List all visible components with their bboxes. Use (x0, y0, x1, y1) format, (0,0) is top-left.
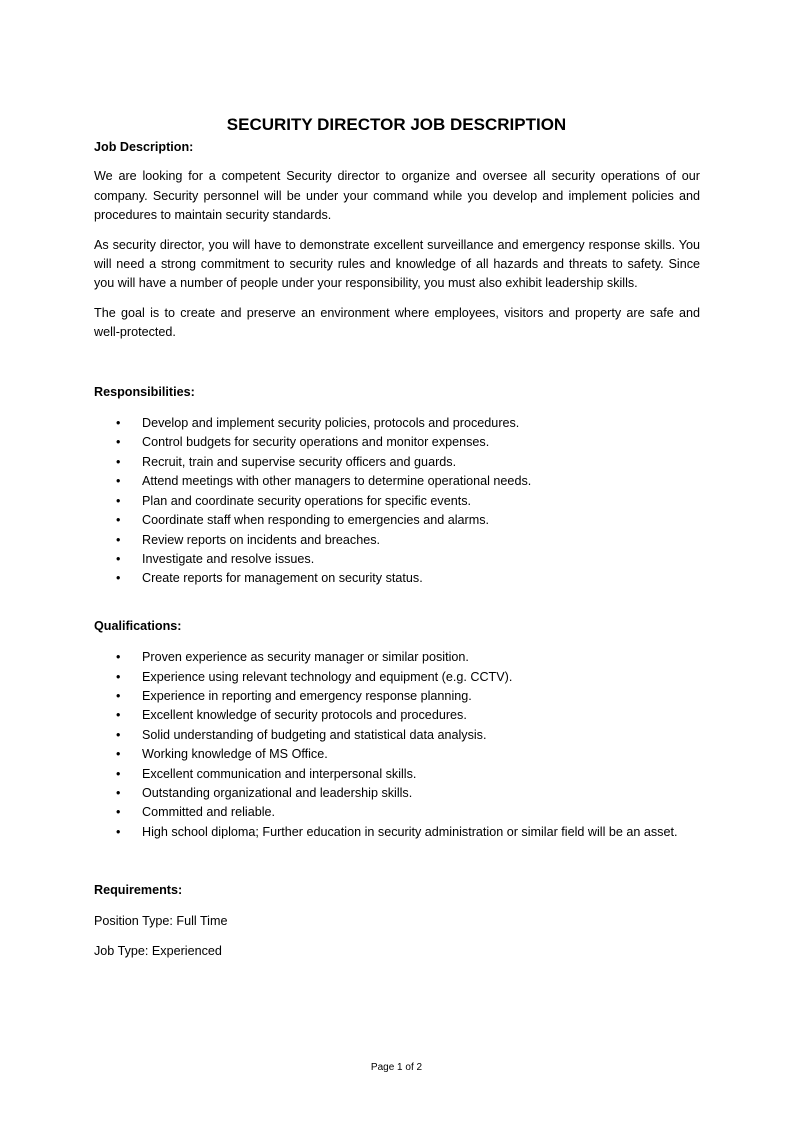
list-item-text: Experience using relevant technology and equipment (e.g. CCTV). (142, 669, 513, 684)
bullet-icon: • (116, 688, 121, 703)
list-item (94, 648, 700, 667)
list-item-text: Excellent knowledge of security protocols and procedures. (142, 708, 467, 723)
list-item (94, 531, 700, 550)
list-item-text: Attend meetings with other managers to determine operational needs. (142, 474, 532, 489)
list-item-text: Recruit, train and supervise security officers and guards. (142, 454, 457, 469)
list-item-text: Committed and reliable. (142, 805, 275, 820)
bullet-icon: • (116, 669, 121, 684)
list-item (94, 511, 700, 530)
bullet-icon: • (116, 727, 121, 742)
job-description-paragraph-3: The goal is to create and preserve an environment where employees, visitors and property are safe and well-protected. (94, 305, 700, 340)
list-item-text: Control budgets for security operations and monitor expenses. (142, 435, 490, 450)
list-item-text: Outstanding organizational and leadership skills. (142, 785, 413, 800)
position-type: Position Type: Full Time (94, 913, 228, 928)
bullet-icon: • (116, 551, 121, 566)
bullet-icon: • (116, 785, 121, 800)
list-item (94, 745, 700, 764)
job-type: Job Type: Experienced (94, 944, 222, 958)
list-item-text: Experience in reporting and emergency response planning. (142, 688, 472, 703)
list-item (94, 668, 700, 687)
list-item-text: Investigate and resolve issues. (142, 551, 315, 566)
list-item (94, 706, 700, 725)
qualifications-list (94, 648, 700, 842)
list-item-text: Coordinate staff when responding to emergencies and alarms. (142, 513, 489, 528)
list-item (94, 433, 700, 452)
list-item (94, 784, 700, 803)
responsibilities-heading: Responsibilities: (94, 384, 195, 399)
bullet-icon: • (116, 805, 121, 820)
list-item (94, 472, 700, 491)
bullet-icon: • (116, 571, 121, 586)
list-item (94, 726, 700, 745)
list-item-text: Solid understanding of budgeting and statistical data analysis. (142, 727, 487, 742)
requirements-heading: Requirements: (94, 883, 183, 898)
bullet-icon: • (116, 650, 121, 665)
list-item (94, 414, 700, 433)
job-description-section (94, 138, 700, 343)
qualifications-heading: Qualifications: (94, 618, 182, 633)
bullet-icon: • (116, 493, 121, 508)
bullet-icon: • (116, 532, 121, 547)
job-description-paragraph-2: As security director, you will have to demonstrate excellent surveillance and emergency response skills. You will need a strong commitment to security rules and knowledge of all hazards and threats to safety. Since you will have a number of people under your responsibility, you must also exhibit leadership skills. (94, 237, 700, 291)
bullet-icon: • (116, 747, 121, 762)
page-indicator: Page 1 of 2 (370, 1062, 423, 1073)
bullet-icon: • (116, 474, 121, 489)
bullet-icon: • (116, 454, 121, 469)
list-item-text: High school diploma; Further education in security administration or similar field will be an asset. (142, 824, 678, 839)
bullet-icon: • (116, 416, 121, 431)
list-item-text: Excellent communication and interpersonal skills. (142, 766, 417, 781)
list-item-text: Plan and coordinate security operations for specific events. (142, 493, 472, 508)
list-item-text: Review reports on incidents and breaches. (142, 532, 381, 547)
bullet-icon: • (116, 708, 121, 723)
list-item-text: Proven experience as security manager or similar position. (142, 650, 469, 665)
responsibilities-section (94, 383, 700, 589)
document-title: SECURITY DIRECTOR JOB DESCRIPTION (226, 115, 567, 134)
requirements-section (94, 881, 700, 961)
bullet-icon: • (116, 824, 121, 839)
qualifications-section (94, 617, 700, 842)
list-item-text: Working knowledge of MS Office. (142, 747, 328, 762)
list-item (94, 550, 700, 569)
bullet-icon: • (116, 766, 121, 781)
list-item (94, 453, 700, 472)
list-item (94, 687, 700, 706)
bullet-icon: • (116, 435, 121, 450)
list-item (94, 803, 700, 822)
list-item (94, 492, 700, 511)
responsibilities-list (94, 414, 700, 589)
list-item-text: Develop and implement security policies, protocols and procedures. (142, 416, 520, 431)
list-item-text: Create reports for management on security status. (142, 571, 423, 586)
job-description-heading: Job Description: (94, 140, 194, 154)
list-item (94, 765, 700, 784)
list-item (94, 823, 700, 842)
list-item (94, 569, 700, 588)
document-body (94, 138, 700, 961)
job-description-paragraph-1: We are looking for a competent Security director to organize and oversee all security operations of our company. Security personnel will be under your command while you develop and implement policies and procedures to maintain security standards. (94, 169, 700, 223)
bullet-icon: • (116, 513, 121, 528)
